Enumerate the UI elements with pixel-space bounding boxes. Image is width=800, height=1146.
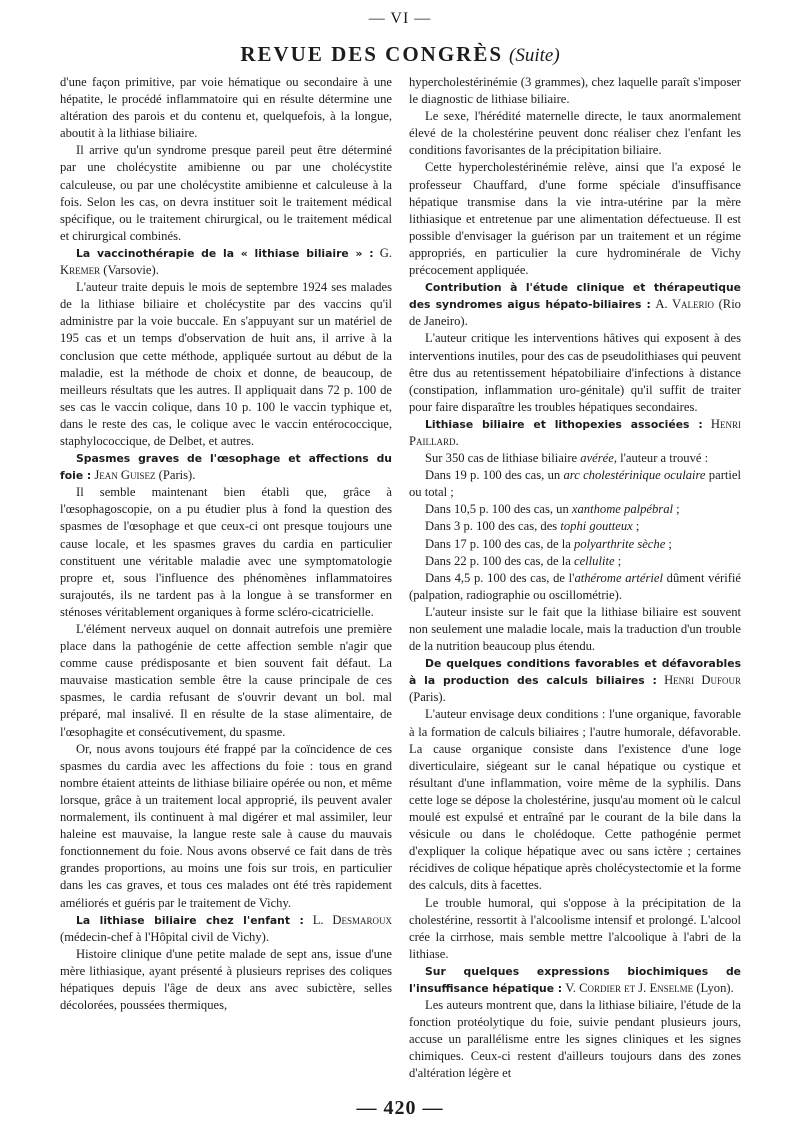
list-item <box>409 501 741 518</box>
section-heading <box>409 963 741 997</box>
right-column <box>409 74 741 1083</box>
paragraph: Les auteurs montrent que, dans la lithiase biliaire, l'étude de la fonction protéolytique du foie, suivie pendant plusieurs jours, accuse un parallélisme entre les signes cliniques et les signes chimiques. Ceux-ci restent d'ailleurs toujours dans des zones d'altération légère et <box>409 998 741 1081</box>
section-location: (Paris). <box>409 690 446 705</box>
section-author: A. Valerio <box>655 297 715 312</box>
list-text: Dans 10,5 p. 100 des cas, un <box>425 502 572 517</box>
section-author: Henri Paillard. <box>409 416 741 448</box>
list-item <box>409 450 741 467</box>
list-text: ; <box>665 536 672 551</box>
section-author: Henri Dufour <box>664 673 741 688</box>
paragraph: Or, nous avons toujours été frappé par la coïncidence de ces spasmes du cardia avec les affections du foie : tous en grand nombre étaient atteints de lithiase biliaire opérée ou non, et même lorsque, grâce à un traitement local approprié, ils peuvent avaler normalement, ils continuent à mal digérer et mal assimiler, leur haleine est mauvaise, la langue reste sale à cause du mauvais fonctionnement du foie. Nous avons observé ce fait dans de très grandes proportions, au moins une fois sur trois, en particulier dans les cas graves, et tous ces malades ont été très rapidement améliorés et guéris par le traitement de Vichy. <box>60 741 392 910</box>
section-heading <box>409 655 741 706</box>
section-title: La lithiase biliaire chez l'enfant : <box>76 913 304 927</box>
list-text: ; <box>632 519 640 534</box>
section-author: L. Desmaroux <box>312 912 392 927</box>
list-text: dûment vérifié (palpation, radiographie ou oscillométrie). <box>409 570 742 602</box>
list-emphasis: cellulite <box>574 553 615 568</box>
list-emphasis: polyarthrite sèche <box>574 536 666 551</box>
list-text: Dans 3 p. 100 des cas, des <box>425 519 561 534</box>
list-text: Dans 22 p. 100 des cas, de la <box>425 553 574 568</box>
list-item <box>409 536 741 553</box>
section-author: V. Cordier et J. Enselme <box>565 980 694 995</box>
section-location: (Lyon). <box>696 980 734 995</box>
section-title: La vaccinothérapie de la « lithiase biliaire » : <box>76 246 374 260</box>
section-heading <box>60 912 392 946</box>
list-text: ; <box>614 553 622 568</box>
section-location: (Varsovie). <box>103 263 159 278</box>
list-text: Sur 350 cas de lithiase biliaire <box>425 451 581 466</box>
list-emphasis: xanthome palpébral <box>571 502 674 517</box>
paragraph: Histoire clinique d'une petite malade de sept ans, issue d'une mère lithiasique, ayant présenté à plusieurs reprises des coliques hépatiques depuis l'âge de deux ans avec subictère, selles décolorées, poussées thermiques, <box>60 946 392 1013</box>
section-author: G. Kremer <box>60 245 392 278</box>
section-author: Jean Guisez <box>94 468 156 483</box>
section-heading <box>409 279 741 330</box>
paragraph: L'auteur critique les interventions hâtives qui exposent à des interventions inutiles, pour des cas de pseudolithiases qui peuvent être dus au retentissement hépatobiliaire d'infections à distance (constipation, inflammation uro-génitale) qu'il suffit de traiter pour faire disparaître les troubles hépatiques secondaires. <box>409 331 741 414</box>
section-location: (médecin-chef à l'Hôpital civil de Vichy). <box>60 929 269 944</box>
page-roman-number: — VI — <box>368 10 432 27</box>
paragraph: L'auteur insiste sur le fait que la lithiase biliaire est souvent non seulement une maladie locale, mais la traduction d'un trouble de la nutrition beaucoup plus étendu. <box>409 604 741 654</box>
paragraph: Il arrive qu'un syndrome presque pareil peut être déterminé par une cholécystite amibienne ou par une cholécystite calculeuse, ou par une cholécystite amibienne et calculeuse à la fois. Selon les cas, on devra instituer soit le traitement médical spécifique, ou le traitement chirurgical, ou le traitement médical et chirurgical combinés. <box>60 143 392 243</box>
list-emphasis: arc cholestérinique oculaire <box>563 468 706 483</box>
running-title-suffix: (Suite) <box>509 45 560 66</box>
list-text: Dans 19 p. 100 des cas, un <box>425 468 564 483</box>
paragraph: Il semble maintenant bien établi que, grâce à l'œsophagoscopie, on a pu étudier plus à fond la question des spasmes de l'œsophage et que ceux-ci ont presque toujours une cause locale, et les spasmes graves du cardia en particulier constituent une véritable maladie avec une symptomatologie propre et, sous l'influence des phénomènes inflammatoires surajoutés, ils ne tardent pas à la longue à se transformer en sténoses véritablement organiques à forme scléro-cicatricielle. <box>60 485 392 619</box>
section-title: Spasmes graves de l'œsophage et affections du foie : <box>60 452 392 483</box>
left-column <box>60 74 392 1014</box>
paragraph: L'auteur envisage deux conditions : l'une organique, favorable à la formation de calculs biliaires ; l'autre humorale, défavorable. La cause organique consiste dans l'existence d'une loge diverticulaire, siégeant sur le canal hépatique ou cystique et résultant d'une inflammation, voire même de la syphilis. Dans cette loge se dépose la cholestérine, jusqu'au moment où le calcul moulé est expulsé et entraîné par le courant de la bile dans la vésicule ou dans le cholédoque. Cette pathogénie permet d'expliquer la colique hépatique avec ou sans ictère ; certaines récidives de colique hépatique après cholécystectomie et la forme des calculs, dits à facettes. <box>409 707 741 893</box>
section-title: De quelques conditions favorables et défavorables à la production des calculs biliaires : <box>409 657 741 688</box>
paragraph: d'une façon primitive, par voie hématique ou secondaire à une hépatite, le procédé inflammatoire qui en résulte détermine une altération des parois et du contenu et, quelquefois, à la longue, aboutit à la lithiase biliaire. <box>60 75 392 141</box>
paragraph: hypercholestérinémie (3 grammes), chez laquelle paraît s'imposer le diagnostic de lithiase biliaire. <box>409 75 741 107</box>
list-text: Dans 4,5 p. 100 des cas, de l' <box>425 570 575 585</box>
list-item <box>409 518 741 535</box>
paragraph: Cette hypercholestérinémie relève, ainsi que l'a exposé le professeur Chauffard, d'une forme spéciale d'insuffisance hépatique transmise dans la vie intra-utérine par la mère lithiasique et entretenue par une alimentation défectueuse. Il est possible d'envisager la guérison par un traitement et un régime appropriés, en particulier la cure hydrominérale de Vichy précocement appliquée. <box>409 160 741 278</box>
page-number: — 420 — <box>356 1097 444 1119</box>
list-emphasis: athérome artériel <box>574 570 663 585</box>
section-heading <box>409 416 741 450</box>
section-location: (Rio de Janeiro). <box>409 297 741 329</box>
list-item <box>409 570 741 604</box>
section-location: (Paris). <box>158 468 196 483</box>
list-item <box>409 467 741 501</box>
paragraph: L'élément nerveux auquel on donnait autrefois une première place dans la pathogénie de cette affection semble n'agir que comme cause prédisposante et bien souvent fait défaut. La mauvaise mastication semble être la cause principale de ces spasmes, le cardia refusant de s'ouvrir devant un bol. mal préparé, mal insalivé. Il en résulte de la stase alimentaire, de l'œsophagite et consécutivement, du spasme. <box>60 622 392 739</box>
running-title: REVUE DES CONGRÈS <box>240 42 504 66</box>
list-emphasis: avérée <box>580 451 614 466</box>
list-item <box>409 553 741 570</box>
list-text: Dans 17 p. 100 des cas, de la <box>425 536 574 551</box>
list-text: partiel ou total ; <box>409 468 741 500</box>
section-title: Lithiase biliaire et lithopexies associées : <box>425 417 703 431</box>
paragraph: L'auteur traite depuis le mois de septembre 1924 ses malades de la lithiase biliaire et cholécystite par des vaccins qu'il administre par la voie buccale. En s'appuyant sur un matériel de 195 cas et un temps d'observation de huit ans, il arrive à la conclusion que cette méthode, appliquée surtout au début de la maladie, est la méthode de choix et donne, de beaucoup, de meilleurs résultats que les autres. Il appliquait dans 72 p. 100 de ses cas le vaccin colique, dans 10 p. 100 le vaccin typhique et, dans le reste des cas, le colique avec le vaccin entérococcique, staphylococcique, de Delbet, et autres. <box>60 280 392 448</box>
section-heading <box>60 245 392 279</box>
paragraph: Le trouble humoral, qui s'oppose à la précipitation de la cholestérine, ressortit à l'alcoolisme intensif et prolongé. L'alcool crée la cirrhose, mais semble mettre l'alcoolique à l'abri de la lithiase. <box>409 895 741 961</box>
list-text: , l'auteur a trouvé : <box>613 451 709 466</box>
section-heading <box>60 450 392 484</box>
list-emphasis: tophi goutteux <box>560 519 633 534</box>
paragraph: Le sexe, l'hérédité maternelle directe, le taux anormalement élevé de la cholestérine peuvent donc réaliser chez l'enfant les conditions favorisantes de la précipitation biliaire. <box>409 109 741 158</box>
section-title: Sur quelques expressions biochimiques de l'insuffisance hépatique : <box>409 964 741 995</box>
list-text: ; <box>673 502 680 517</box>
section-title: Contribution à l'étude clinique et thérapeutique des syndromes aigus hépato-biliaires : <box>409 281 741 312</box>
running-header <box>0 42 800 67</box>
